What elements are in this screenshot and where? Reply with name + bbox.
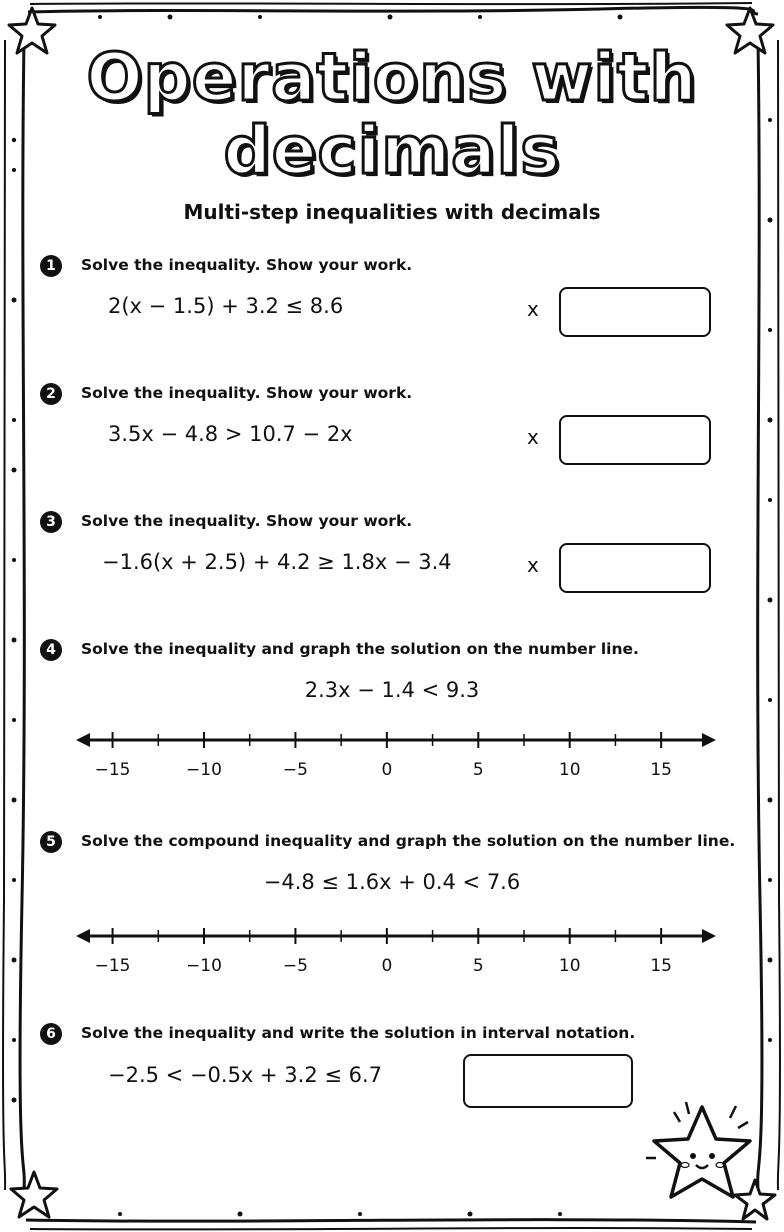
arrow-right-icon	[702, 733, 716, 747]
question-1-answer-box[interactable]	[559, 287, 711, 337]
question-number-3: 3	[40, 511, 62, 533]
question-6-instruction: Solve the inequality and write the solution in interval notation.	[81, 1024, 636, 1042]
question-3-instruction: Solve the inequality. Show your work.	[81, 512, 413, 530]
worksheet-title-line-1: Operations with	[86, 39, 698, 116]
worksheet-title-line-2: decimals	[223, 112, 561, 189]
question-4-instruction: Solve the inequality and graph the solution on the number line.	[81, 640, 639, 658]
question-number-2: 2	[40, 383, 62, 405]
number-line-tick-label: 15	[650, 760, 672, 780]
question-5-instruction: Solve the compound inequality and graph the solution on the number line.	[81, 832, 736, 850]
question-3-variable: x	[527, 553, 539, 577]
question-number-1: 1	[40, 255, 62, 277]
question-6-answer-box[interactable]	[463, 1054, 633, 1108]
question-2-expression: 3.5x − 4.8 > 10.7 − 2x	[108, 422, 353, 446]
question-5-number-line[interactable]	[72, 921, 720, 981]
question-number-4: 4	[40, 639, 62, 661]
question-1-instruction: Solve the inequality. Show your work.	[81, 256, 413, 274]
smiling-star-icon	[640, 1092, 765, 1217]
number-line-tick-label: 15	[650, 956, 672, 976]
question-4-expression: 2.3x − 1.4 < 9.3	[304, 678, 480, 702]
question-3-expression: −1.6(x + 2.5) + 4.2 ≥ 1.8x − 3.4	[102, 550, 452, 574]
question-number-6: 6	[40, 1023, 62, 1045]
number-line-tick-label: 10	[558, 760, 581, 780]
number-line-tick-label: 10	[558, 956, 581, 976]
number-line-tick-label: −15	[94, 956, 131, 976]
arrow-left-icon	[76, 929, 90, 943]
question-5-expression: −4.8 ≤ 1.6x + 0.4 < 7.6	[263, 870, 521, 894]
question-1-expression: 2(x − 1.5) + 3.2 ≤ 8.6	[108, 294, 344, 318]
question-2-variable: x	[527, 425, 539, 449]
number-line-tick-label: −5	[282, 956, 308, 976]
number-line-tick-label: 0	[381, 956, 393, 976]
question-2-answer-box[interactable]	[559, 415, 711, 465]
question-number-5: 5	[40, 831, 62, 853]
question-3-answer-box[interactable]	[559, 543, 711, 593]
number-line-tick-label: 5	[472, 760, 484, 780]
arrow-right-icon	[702, 929, 716, 943]
question-4-number-line[interactable]	[72, 725, 720, 785]
arrow-left-icon	[76, 733, 90, 747]
number-line-tick-label: −10	[186, 760, 222, 780]
number-line-tick-label: 5	[472, 956, 484, 976]
question-1-variable: x	[527, 297, 539, 321]
number-line-tick-label: −15	[94, 760, 131, 780]
question-6-expression: −2.5 < −0.5x + 3.2 ≤ 6.7	[108, 1063, 383, 1087]
worksheet-subtitle: Multi-step inequalities with decimals	[183, 200, 601, 224]
number-line-tick-label: 0	[381, 760, 393, 780]
question-2-instruction: Solve the inequality. Show your work.	[81, 384, 413, 402]
number-line-tick-label: −5	[282, 760, 308, 780]
number-line-tick-label: −10	[186, 956, 222, 976]
